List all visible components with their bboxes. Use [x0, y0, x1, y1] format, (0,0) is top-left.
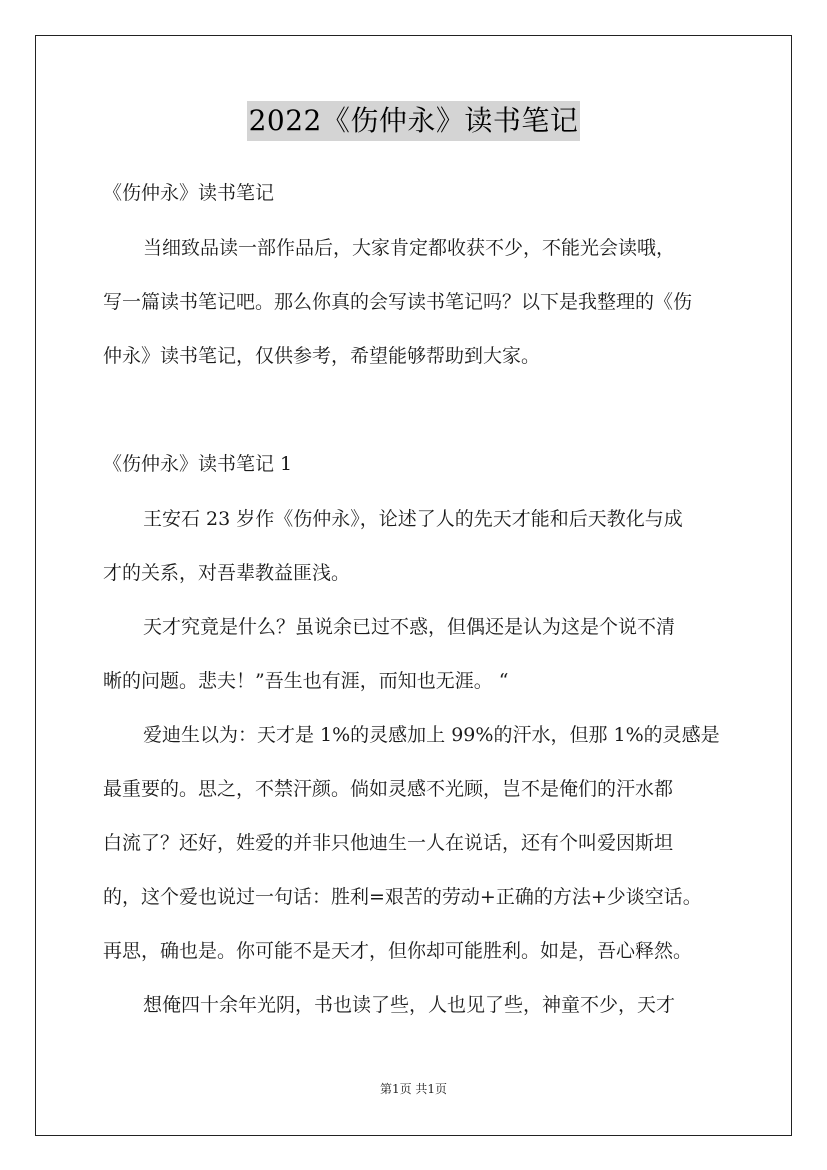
paragraph-line: 再思，确也是。你可能不是天才，但你却可能胜利。如是，吾心释然。 [103, 940, 693, 962]
paragraph-line: 写一篇读书笔记吧。那么你真的会写读书笔记吗？以下是我整理的《伤 [103, 291, 693, 313]
subtitle-line: 《伤仲永》读书笔记 [103, 182, 275, 204]
paragraph-line: 最重要的。思之，不禁汗颜。倘如灵感不光顾，岂不是俺们的汗水都 [103, 778, 674, 800]
paragraph-line: 晰的问题。悲夫！”吾生也有涯，而知也无涯。 “ [103, 670, 509, 692]
paragraph-line: 想俺四十余年光阴，书也读了些，人也见了些，神童不少，天才 [143, 994, 676, 1016]
document-title: 2022《伤仲永》读书笔记 [247, 101, 581, 141]
page-footer: 第1页 共1页 [379, 1082, 448, 1096]
section-heading: 《伤仲永》读书笔记 1 [103, 453, 293, 475]
paragraph-line: 王安石 23 岁作《伤仲永》，论述了人的先天才能和后天教化与成 [143, 508, 683, 530]
paragraph-line: 白流了？还好，姓爱的并非只他迪生一人在说话，还有个叫爱因斯坦 [103, 832, 674, 854]
title-container [0, 101, 827, 141]
paragraph-line: 的，这个爱也说过一句话：胜利=艰苦的劳动+正确的方法+少谈空话。 [103, 886, 702, 908]
paragraph-line: 才的关系，对吾辈教益匪浅。 [103, 562, 351, 584]
paragraph-line: 爱迪生以为：天才是 1%的灵感加上 99%的汗水，但那 1%的灵感是 [143, 724, 720, 746]
paragraph-line: 当细致品读一部作品后，大家肯定都收获不少，不能光会读哦， [143, 237, 676, 259]
paragraph-line: 仲永》读书笔记，仅供参考，希望能够帮助到大家。 [103, 345, 541, 367]
paragraph-line: 天才究竟是什么？虽说余已过不惑，但偶还是认为这是个说不清 [143, 616, 676, 638]
